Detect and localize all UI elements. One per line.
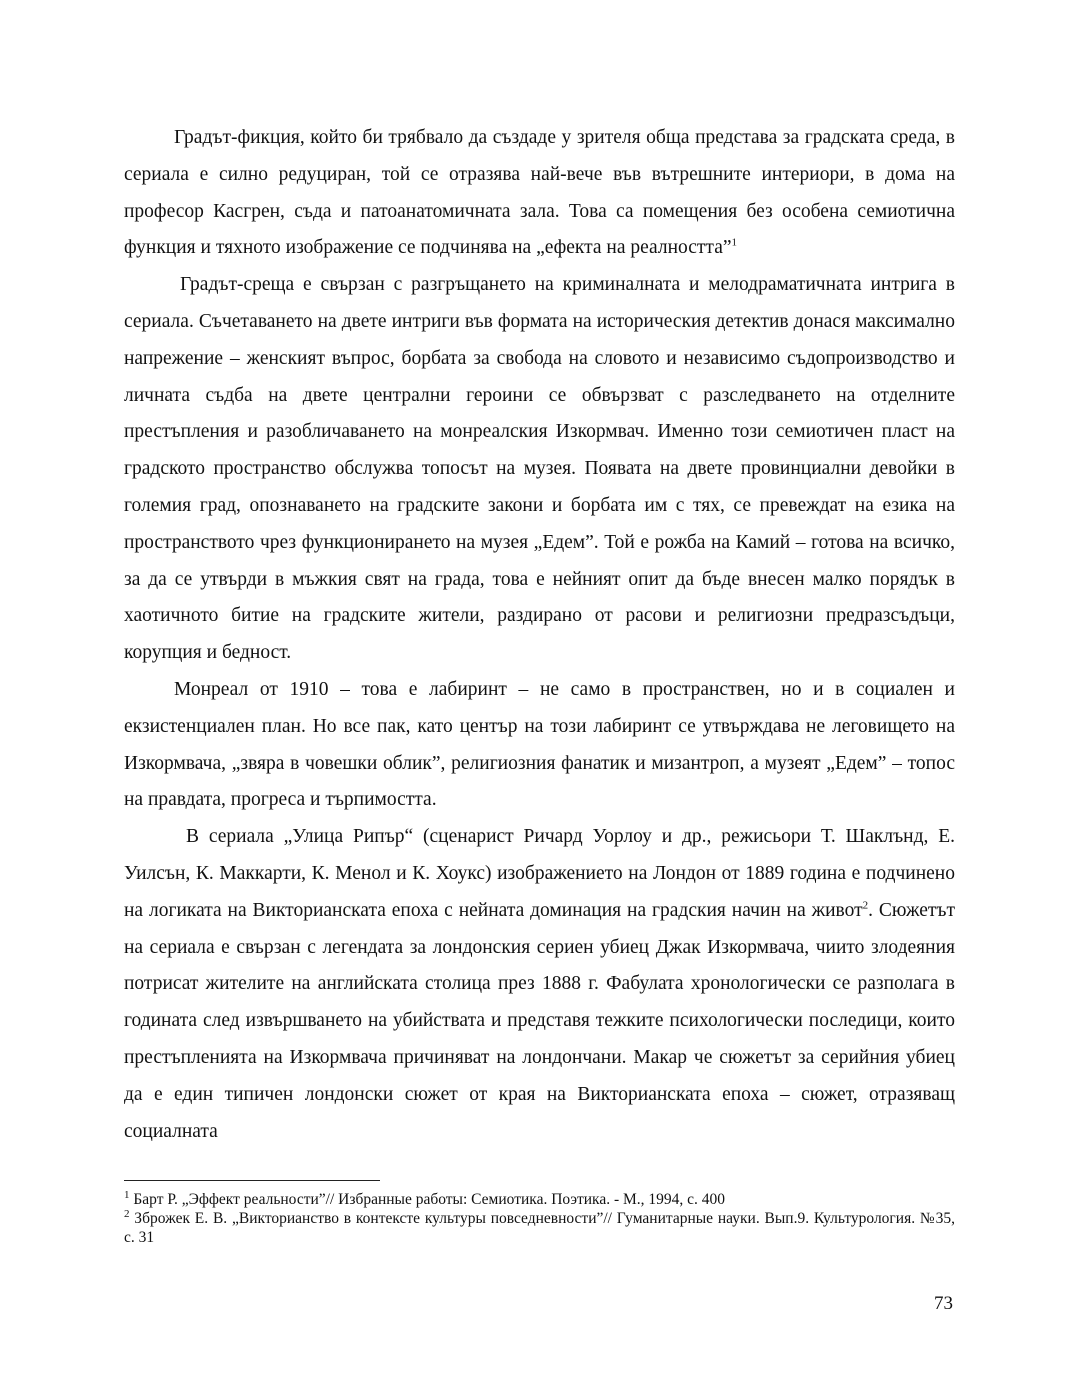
paragraph-4-text-b: . Сюжетът на сериала е свързан с легендата за лондонския сериен убиец Джак Изкормвача, чиито злодеяния потрисат жителите на английската столица през 1888 г. Фабулата хронологически се разполага в годината след извършването на убийствата и представя тежките психологически последици, които престъпленията на Изкормвача причиняват на лондончани. Макар че сюжетът за серийния убиец да е един типичен лондонски сюжет от края на Викторианската епоха – сюжет, отразяващ социалната [124,899,955,1142]
page-number: 73 [934,1293,953,1314]
footnote-2-text: Зброжек Е. В. „Викторианство в контексте культуры повседневности”// Гуманитарные науки. Вып.9. Культурология. №35, с. 31 [124,1210,955,1246]
footnote-1 [124,1190,955,1209]
paragraph-3-text: Монреал от 1910 – това е лабиринт – не само в пространствен, но и в социален и екзистенциален план. Но все пак, като център на този лабиринт се утвърждава не леговището на Изкормвача, „звяра в човешки облик”, религиозния фанатик и мизантроп, а музеят „Едем” – топос на правдата, прогреса и търпимостта. [124,678,955,811]
paragraph-2 [124,267,955,672]
paragraph-2-text: Градът-среща е свързан с разгръщането на криминалната и мелодраматичната интрига в сериала. Съчетаването на двете интриги във формата на историческия детектив донася максимално напрежение – женският въпрос, борбата за свобода на словото и независимо съдопроизводство и личната съдба на двете централни героини се обвързват с разследването на отделните престъпления и разобличаването на монреалския Изкормвач. Именно този семиотичен пласт на градското пространство обслужва топосът на музея. Появата на двете провинциални девойки в големия град, опознаването на градските закони и борбата им с тях, се превеждат на езика на пространството чрез функционирането на музея „Едем”. Той е рожба на Камий – готова на всичко, за да се утвърди в мъжкия свят на града, това е нейният опит да бъде внесен малко порядък в хаотичното битие на градските жители, раздирано от расови и религиозни предразсъдъци, корупция и бедност. [124,274,955,664]
paragraph-1 [124,120,955,267]
paragraph-1-text: Градът-фикция, който би трябвало да създаде у зрителя обща представа за градската среда, в сериала е силно редуциран, той се отразява най-вече във вътрешните интериори, в дома на професор Касгрен, съда и патоанатомичната зала. Това са помещения без особена семиотична функция и тяхното изображение се подчинява на „ефекта на реалността” [124,127,955,259]
paragraph-3 [124,672,955,819]
footnote-ref-1[interactable]: 1 [731,236,737,249]
footnote-2 [124,1209,955,1247]
paragraph-4-text-a: В сериала „Улица Рипър“ (сценарист Ричард Уорлоу и др., режисьори Т. Шаклънд, Е. Уилсън, К. Маккарти, К. Менол и К. Хоукс) изображението на Лондон от 1889 година е подчинено на логиката на Викторианската епоха с нейната доминация на градския начин на живот [124,826,955,921]
footnote-1-text: Барт Р. „Эффект реальности”// Избранные работы: Семиотика. Поэтика. - М., 1994, с. 400 [129,1191,726,1208]
footnote-2-mark: 2 [124,1207,130,1220]
footnote-1-mark: 1 [124,1188,130,1201]
document-body [124,120,955,1150]
paragraph-4 [124,819,955,1150]
footnotes [124,1190,955,1247]
footnote-separator [124,1180,380,1181]
footnote-ref-2[interactable]: 2 [862,899,869,912]
